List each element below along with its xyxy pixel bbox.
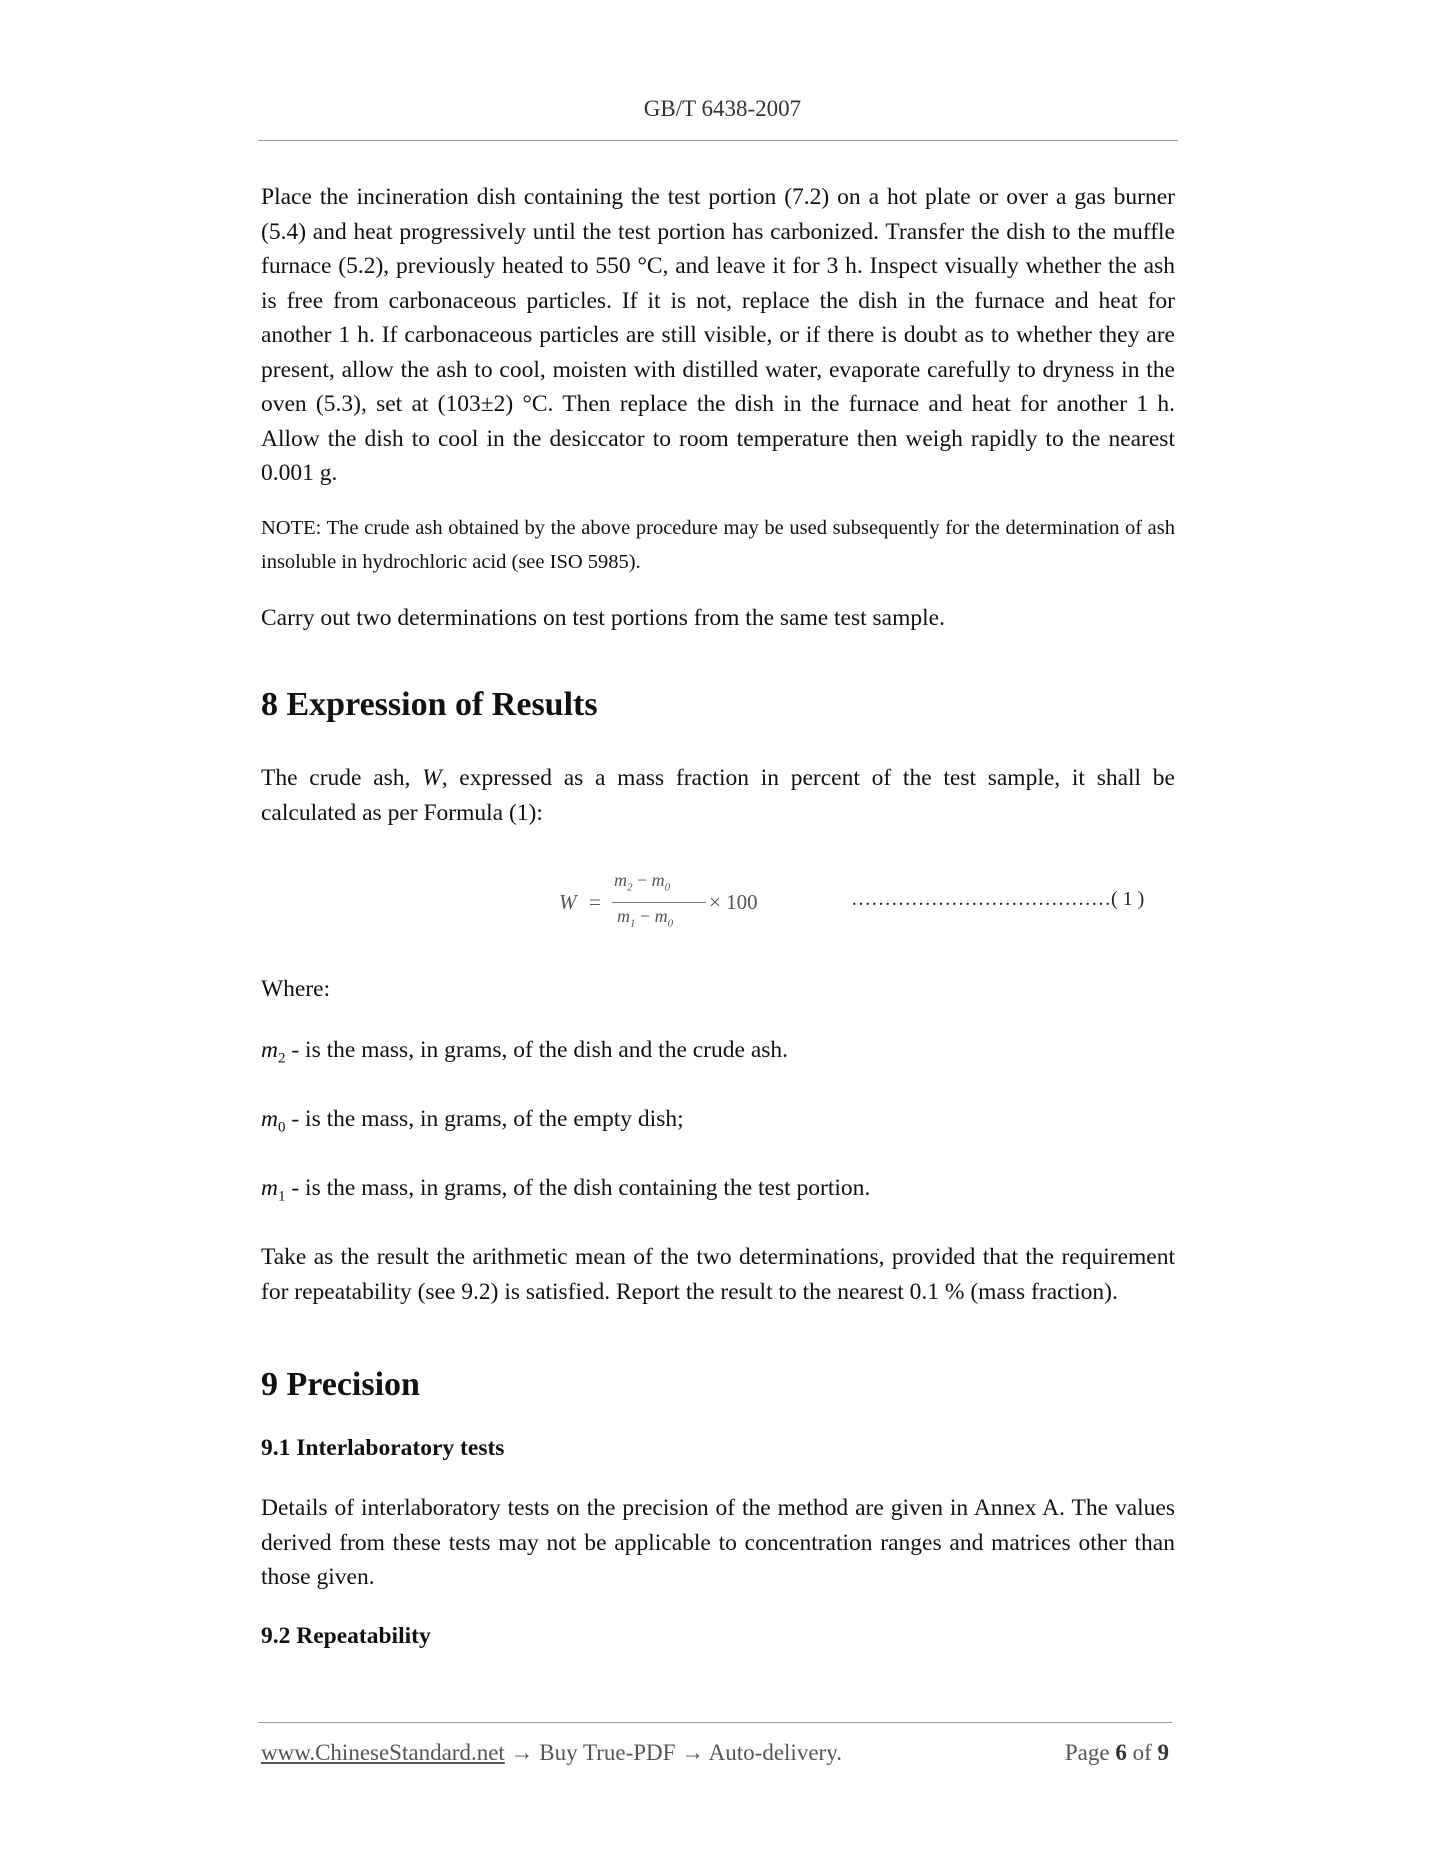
result-paragraph: Take as the result the arithmetic mean of the two determinations, provided that the requirement for repeatability (see 9.2) is satisfied. Report the result to the nearest 0.1 % (mass fraction). bbox=[261, 1244, 1175, 1305]
footer-divider bbox=[258, 1722, 1172, 1723]
formula-numerator: $m_2 - m_0$ bbox=[614, 870, 671, 894]
total-pages: 9 bbox=[1157, 1740, 1169, 1765]
footer-promo bbox=[261, 1740, 842, 1766]
where-label: Where: bbox=[261, 976, 331, 1002]
variable-m2-definition: $m_2$ - is the mass, in grams, of the dish and the crude ash. bbox=[261, 1036, 789, 1067]
header-divider bbox=[258, 140, 1178, 141]
interlaboratory-paragraph: Details of interlaboratory tests on the precision of the method are given in Annex A. The values derived from these tests may not be applicable to concentration ranges and matrices other than those given. bbox=[261, 1495, 1175, 1591]
subsection-9-2-heading: 9.2 Repeatability bbox=[261, 1622, 431, 1649]
document-header: GB/T 6438-2007 bbox=[643, 96, 802, 121]
site-link[interactable]: www.ChineseStandard.net bbox=[261, 1740, 505, 1765]
subsection-9-1-heading: 9.1 Interlaboratory tests bbox=[261, 1435, 505, 1462]
formula-number: …………………………………( 1 ) bbox=[851, 888, 1145, 910]
procedure-paragraph: Place the incineration dish containing the test portion (7.2) on a hot plate or over a gas burner (5.4) and heat progressively until the test portion has carbonized. Transfer the dish to the muffle furnace (5.2), previously heated to 550 °C, and leave it for 3 h. Inspect visually whether the ash is free from carbonaceous particles. If it is not, replace the dish in the furnace and heat for another 1 h. If carbonaceous particles are still visible, or if there is doubt as to whether they are present, allow the ash to cool, moisten with distilled water, evaporate carefully to dryness in the oven (5.3), set at (103±2) °C. Then replace the dish in the furnace and heat for another 1 h. Allow the dish to cool in the desiccator to room temperature then weigh rapidly to the nearest 0.001 g. bbox=[261, 184, 1175, 486]
arrow-icon: → bbox=[504, 1740, 540, 1765]
current-page: 6 bbox=[1115, 1740, 1127, 1765]
formula-lhs: W bbox=[559, 890, 577, 914]
variable-m1-definition: $m_1$ - is the mass, in grams, of the dish containing the test portion. bbox=[261, 1174, 871, 1205]
note-paragraph: NOTE: The crude ash obtained by the above procedure may be used subsequently for the determination of ash insoluble in hydrochloric acid (see ISO 5985). bbox=[261, 516, 1175, 573]
arrow-icon: → bbox=[675, 1740, 709, 1765]
buy-text: Buy True-PDF bbox=[539, 1740, 676, 1765]
variable-m0-definition: $m_0$ - is the mass, in grams, of the empty dish; bbox=[261, 1105, 684, 1136]
page-content bbox=[261, 180, 1175, 1651]
formula-multiplier: × 100 bbox=[709, 890, 758, 914]
variable-w: W bbox=[422, 765, 442, 791]
formula-intro-paragraph: The crude ash, W, expressed as a mass fraction in percent of the test sample, it shall be calculated as per Formula (1): bbox=[261, 765, 1175, 826]
section-8-heading: 8 Expression of Results bbox=[261, 686, 598, 723]
formula-equals: = bbox=[589, 890, 601, 914]
fraction-bar bbox=[612, 902, 706, 903]
section-9-heading: 9 Precision bbox=[261, 1366, 420, 1404]
page-number: Page 6 of 9 bbox=[1064, 1740, 1169, 1765]
carry-out-paragraph: Carry out two determinations on test portions from the same test sample. bbox=[261, 604, 945, 631]
formula-denominator: $m_1 - m_0$ bbox=[617, 906, 674, 930]
delivery-text: Auto-delivery. bbox=[708, 1740, 842, 1765]
formula-block bbox=[261, 868, 1175, 938]
